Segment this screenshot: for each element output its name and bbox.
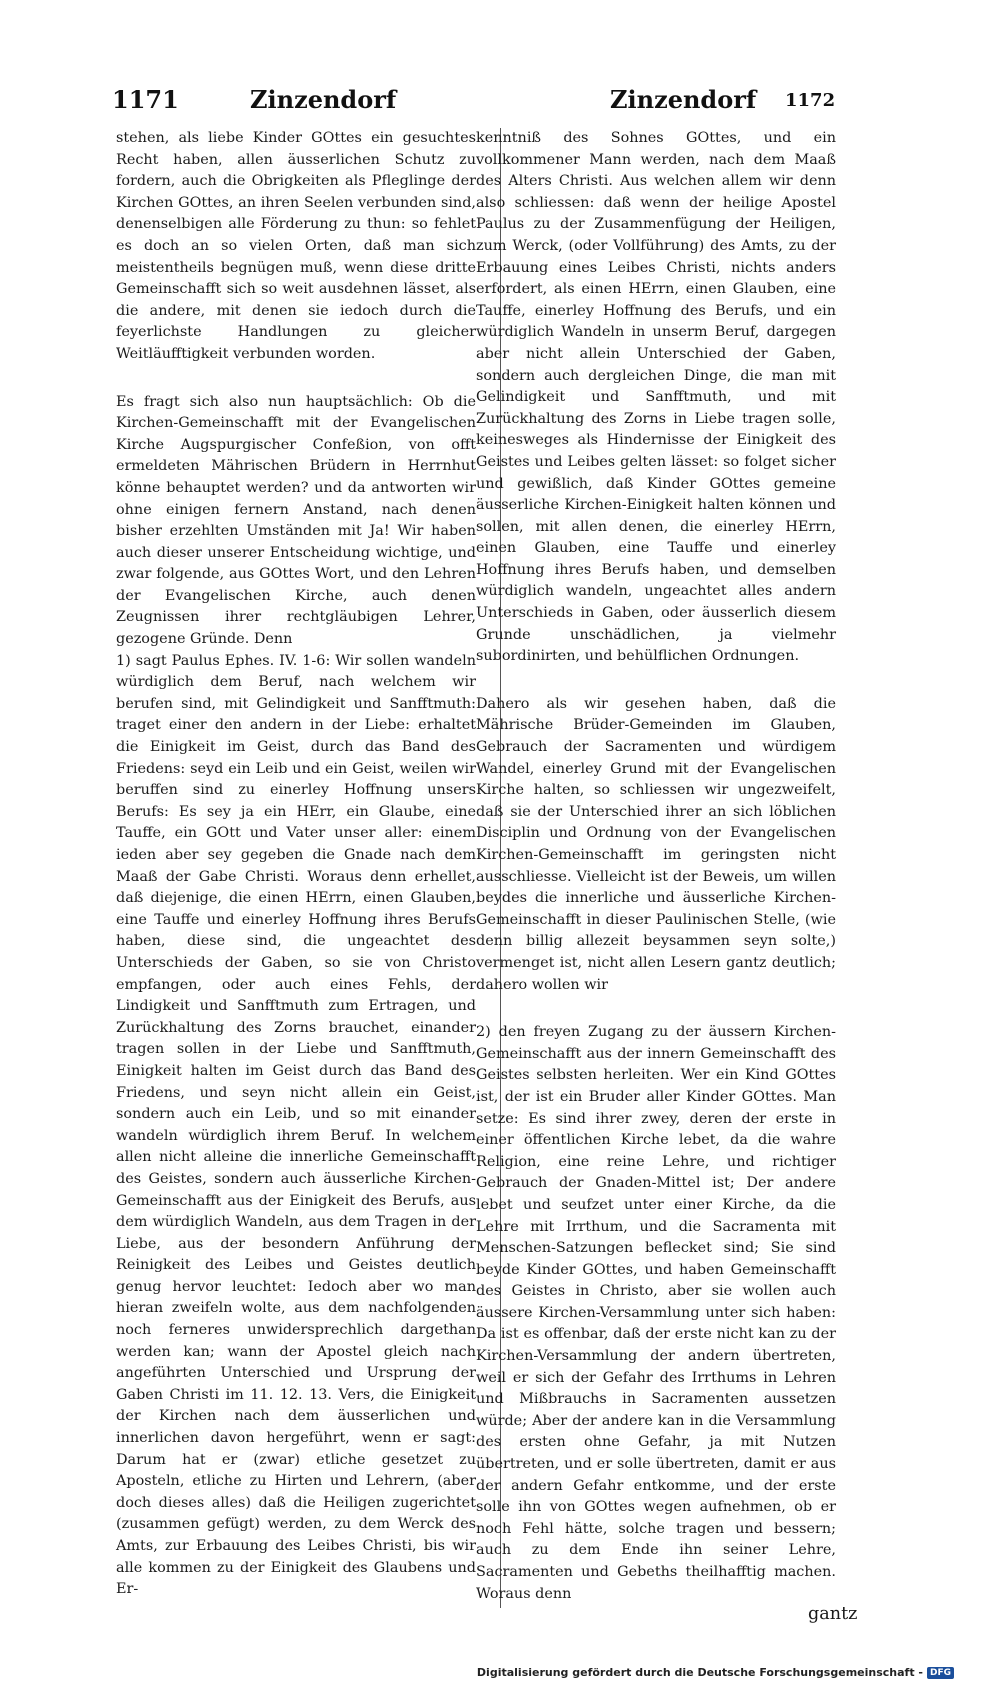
right-text-column-body [476,128,836,1605]
catchword: gantz [808,1604,858,1624]
right-page-number: 1172 [785,90,836,111]
left-text-column [116,128,476,1601]
left-running-title: Zinzendorf [250,85,397,114]
right-running-title: Zinzendorf [610,85,757,114]
paragraph: 2) den freyen Zugang zu der äussern Kirchen-Gemeinschafft aus der innern Gemeinschafft des Geistes selbsten herleiten. Wer ein Kind GOttes ist, der ist ein Bruder aller Kinder GOttes. Man setze: Es sind ihrer zwey, deren der erste in einer öffentlichen Kirche lebet, da die wahre Religion, eine reine Lehre, und richtiger Gebrauch der Gnaden-Mittel ist; Der andere lebet und seufzet unter einer Kirche, da die Lehre mit Irrthum, und die Sacramenta mit Menschen-Satzungen beflecket sind; Sie sind beyde Kinder GOttes, und haben Gemeinschafft des Geistes in Christo, aber sie wollen auch äussere Kirchen-Versammlung unter sich haben: Da ist es offenbar, daß der erste nicht kan zu der Kirchen-Versammlung der andern übertreten, weil er sich der Gefahr des Irrthums in Lehren und Mißbrauchs in Sacramenten aussetzen würde; Aber der andere kan in die Versammlung des ersten ohne Gefahr, ja mit Nutzen übertreten, und er solle übertreten, damit er aus der andern Gefahr entkomme, und der erste solle ihn von GOttes wegen aufnehmen, ob er noch Fehl hätte, solche tragen und bessern; auch zu dem Ende ihn seiner Lehre, Sacramenten und Gebeths theilhafftig machen. Woraus denn [476,1024,836,1602]
left-page-number: 1171 [112,85,179,114]
paragraph: Dahero als wir gesehen haben, daß die Mährische Brüder-Gemeinden im Glauben, Gebrauch der Sacramenten und würdigem Wandel, einerley Grund mit der Evangelischen Kirche halten, so schliessen wir ungezweifelt, daß sie der Unterschied ihrer an sich löblichen Disciplin und Ordnung von der Evangelischen Kirchen-Gemeinschafft im geringsten nicht ausschliesse. Vielleicht ist der Beweis, um willen beydes die innerliche und äusserliche Kirchen-Gemeinschafft in dieser Paulinischen Stelle, (wie denn billig allezeit beysammen seyn solte,) vermenget ist, nicht allen Lesern gantz deutlich; dahero wollen wir [476,695,836,993]
paragraph: Es fragt sich also nun hauptsächlich: Ob die Kirchen-Gemeinschafft mit der Evangelischen Kirche Augspurgischer Confeßion, von offt ermeldeten Mährischen Brüdern in Herrnhut könne behauptet werden? und da antworten wir ohne einigen fernern Anstand, nach denen bisher erzehlten Umständen mit Ja! Wir haben auch dieser unserer Entscheidung wichtige, und zwar folgende, aus GOttes Wort, und den Lehren der Evangelischen Kirche, auch denen Zeugnissen ihrer rechtgläubigen Lehrer, gezogene Gründe. Denn [116,393,476,648]
paragraph: stehen, als liebe Kinder GOttes ein gesuchtes Recht haben, allen äusserlichen Schutz zu fordern, auch die Obrigkeiten als Pfleglinge der Kirchen GOttes, an ihren Seelen verbunden sind, denenselbigen alle Förderung zu thun: so fehlet es doch an so vielen Orten, daß man sich meistentheils begnügen muß, wenn diese dritte Gemeinschafft sich so weit ausdehnen lässet, als die andere, mit denen sie iedoch durch die feyerlichste Handlungen zu gleicher Weitläufftigkeit verbunden worden. [116,130,476,362]
paragraph: 1) sagt Paulus Ephes. IV. 1-6: Wir sollen wandeln würdiglich dem Beruf, nach welchem wir berufen sind, mit Gelindigkeit und Sanfftmuth: traget einer den andern in der Liebe: erhaltet die Einigkeit im Geist, durch das Band des Friedens: seyd ein Leib und ein Geist, weilen wir beruffen sind zu einerley Hoffnung unsers Berufs: Es sey ja ein HErr, ein Glaube, eine Tauffe, ein GOtt und Vater unser aller: einem ieden aber sey gegeben die Gnade nach dem Maaß der Gabe Christi. Woraus denn erhellet, daß diejenige, die einen HErrn, einen Glauben, eine Tauffe und einerley Hoffnung ihres Berufs haben, diese sind, die ungeachtet des Unterschieds der Gaben, so sie von Christo empfangen, oder auch eines Fehls, der Lindigkeit und Sanfftmuth zum Ertragen, und Zurückhaltung des Zorns brauchet, einander tragen sollen in der Liebe und Sanfftmuth, Einigkeit halten im Geist durch das Band des Friedens, und seyn nicht allein ein Geist, sondern auch ein Leib, und so mit einander wandeln würdiglich ihrem Beruf. In welchem allen nicht alleine die innerliche Gemeinschafft des Geistes, sondern auch äusserliche Kirchen-Gemeinschafft aus der Einigkeit des Berufs, aus dem würdiglich Wandeln, aus dem Tragen in der Liebe, aus der besondern Anführung der Reinigkeit des Leibes und Geistes deutlich genug hervor leuchtet: Iedoch aber wo man hieran zweifeln wolte, aus dem nachfolgenden noch ferneres unwidersprechlich dargethan werden kan; wann der Apostel gleich nach angeführten Unterschied und Ursprung der Gaben Christi im 11. 12. 13. Vers, die Einigkeit der Kirchen nach dem äusserlichen und innerlichen davon hergeführt, wenn er sagt: Darum hat er (zwar) etliche gesetzet zu Aposteln, etliche zu Hirten und Lehrern, (aber doch dieses alles) daß die Heiligen zugerichtet (zusammen gefügt) werden, zu dem Werck des Amts, zur Erbauung des Leibes Christi, bis wir alle kommen zu der Einigkeit des Glaubens und Er- [116,652,476,1598]
paragraph: kenntniß des Sohnes GOttes, und ein vollkommener Mann werden, nach dem Maaß des Alters Christi. Aus welchen allem wir denn also schliessen: daß wenn der heilige Apostel Paulus zu der Zusammenfügung der Heiligen, zum Werck, (oder Vollführung) des Amts, zu der Erbauung eines Leibes Christi, nichts anders erfordert, als einen HErrn, einen Glauben, eine Tauffe, einerley Hoffnung des Berufs, und ein würdiglich Wandeln in unserm Beruf, dargegen aber nicht allein Unterschied der Gaben, sondern auch dergleichen Dinge, die man mit Gelindigkeit und Sanfftmuth, und mit Zurückhaltung des Zorns in Liebe tragen solle, keinesweges als Hindernisse der Einigkeit des Geistes und Leibes gelten lässet: so folget sicher und gewißlich, daß Kinder GOttes gemeine äusserliche Kirchen-Einigkeit halten können und sollen, mit allen denen, die einerley HErrn, einen Glauben, eine Tauffe und einerley Hoffnung ihres Berufs haben, und demselben würdiglich wandeln, ungeachtet alles andern Unterschieds in Gaben, oder äusserlich diesem Grunde unschädlichen, ja vielmehr subordinirten, und behülflichen Ordnungen. [476,130,836,665]
footer-credit: Digitalisierung gefördert durch die Deutsche Forschungsgemeinschaft - [476,1666,923,1679]
digitization-footer [477,1666,954,1679]
dfg-logo-icon[interactable]: DFG [927,1667,954,1679]
